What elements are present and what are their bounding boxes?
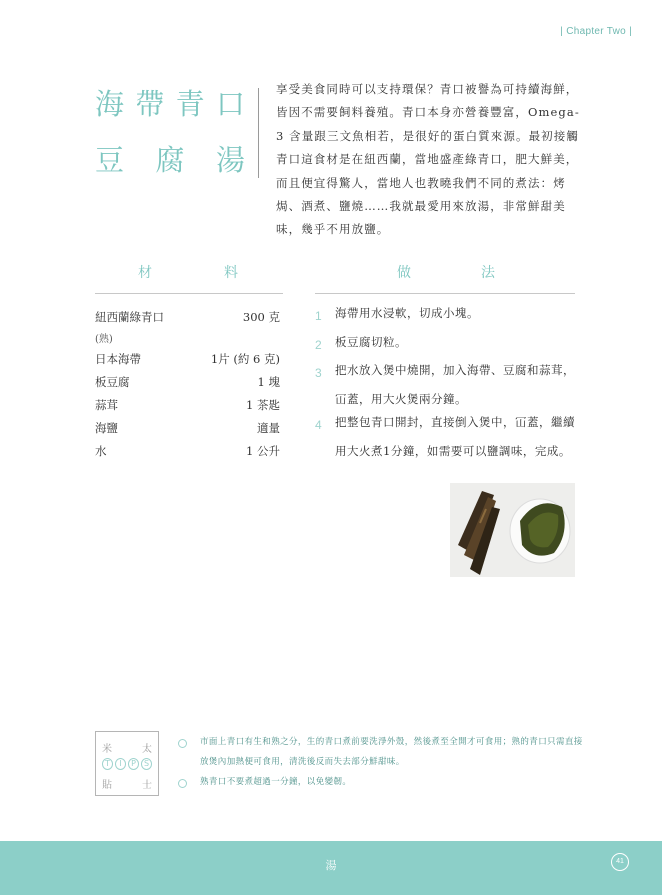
step-number: 1 [315, 309, 322, 323]
heading-char: 料 [224, 265, 238, 281]
ingredients-heading [138, 262, 238, 282]
tips-box-char: 太 [142, 744, 152, 755]
title-char: 帶 [135, 87, 165, 121]
ingredient-name: 海鹽 [95, 421, 118, 435]
tips-box [95, 731, 159, 796]
method-heading [397, 262, 495, 282]
ingredient-name: 板豆腐 [95, 375, 130, 389]
heading-char: 法 [481, 265, 495, 281]
step-number: 3 [315, 366, 322, 380]
recipe-title-line-1 [95, 82, 245, 123]
ingredient-note: (熟) [95, 334, 113, 345]
tips-letter: T [102, 758, 113, 770]
tips-box-char: 貼 [102, 780, 112, 791]
footer-section-label: 湯 [325, 859, 337, 872]
step-number: 4 [315, 418, 322, 432]
method-rule [315, 293, 575, 294]
ingredient-qty: 1 塊 [257, 375, 280, 389]
tips-letter: S [141, 758, 152, 770]
ingredient-qty: 300 克 [242, 310, 280, 324]
kelp-photo [450, 483, 575, 577]
title-char: 海 [95, 87, 125, 121]
tip-bullet-icon [178, 779, 187, 788]
tips-box-char: 米 [102, 744, 112, 755]
tips-letter: I [115, 758, 126, 770]
title-divider [258, 88, 259, 178]
tips-letter: P [128, 758, 139, 770]
chapter-label: | Chapter Two | [560, 26, 632, 37]
title-char: 口 [215, 87, 245, 121]
tip-bullet-icon [178, 739, 187, 748]
tip-text: 市面上青口有生和熟之分，生的青口煮前要洗淨外殼，然後煮至全開才可食用；熟的青口只需直接放煲內加熱便可食用，清洗後反而失去部分鮮甜味。 [200, 737, 583, 767]
tip-text: 熟青口不要煮超過一分鐘，以免變韌。 [200, 777, 352, 787]
ingredient-name: 水 [95, 444, 107, 458]
ingredients-rule [95, 293, 283, 294]
step-text: 板豆腐切粒。 [335, 335, 407, 349]
recipe-title-line-2 [95, 138, 245, 179]
ingredient-name: 紐西蘭綠青口 [95, 310, 164, 324]
title-char: 腐 [155, 143, 185, 177]
ingredient-qty: 1 公升 [246, 444, 280, 458]
tips-box-char: 士 [142, 780, 152, 791]
ingredient-name: 蒜茸 [95, 398, 118, 412]
title-char: 豆 [95, 143, 125, 177]
recipe-intro: 享受美食同時可以支持環保？青口被譽為可持續海鮮，皆因不需要飼料養殖。青口本身亦營養豐富，Omega-3 含量跟三文魚相若，是很好的蛋白質來源。最初接觸青口這食材是在紐西蘭，當地盛產綠青口，肥大鮮美，而且便宜得驚人，當地人也教曉我們不同的煮法：烤焗、酒煮、鹽燒……我就最愛用來放湯，非常鮮甜美味，幾乎不用放鹽。 [276, 82, 580, 237]
tips-box-mid [102, 758, 152, 770]
heading-char: 材 [138, 265, 152, 281]
ingredient-qty: 1 茶匙 [246, 398, 280, 412]
heading-char: 做 [397, 265, 411, 281]
page-footer [0, 841, 662, 895]
step-text: 把水放入煲中燒開，加入海帶、豆腐和蒜茸，冚蓋，用大火煲兩分鐘。 [335, 363, 575, 406]
step-text: 海帶用水浸軟，切成小塊。 [335, 306, 479, 320]
step-text: 把整包青口開封，直接倒入煲中，冚蓋，繼續用大火煮1分鐘，如需要可以鹽調味，完成。 [335, 415, 575, 458]
tips-box-bottom [102, 776, 152, 791]
step-number: 2 [315, 338, 322, 352]
title-char: 青 [175, 87, 205, 121]
page-number: 41 [611, 853, 629, 871]
ingredient-qty: 1片 (約 6 克) [210, 352, 280, 366]
title-char: 湯 [215, 143, 245, 177]
kelp-illustration [450, 483, 575, 577]
ingredient-name: 日本海帶 [95, 352, 141, 366]
tips-box-top [102, 740, 152, 755]
ingredient-qty: 適量 [257, 421, 280, 435]
